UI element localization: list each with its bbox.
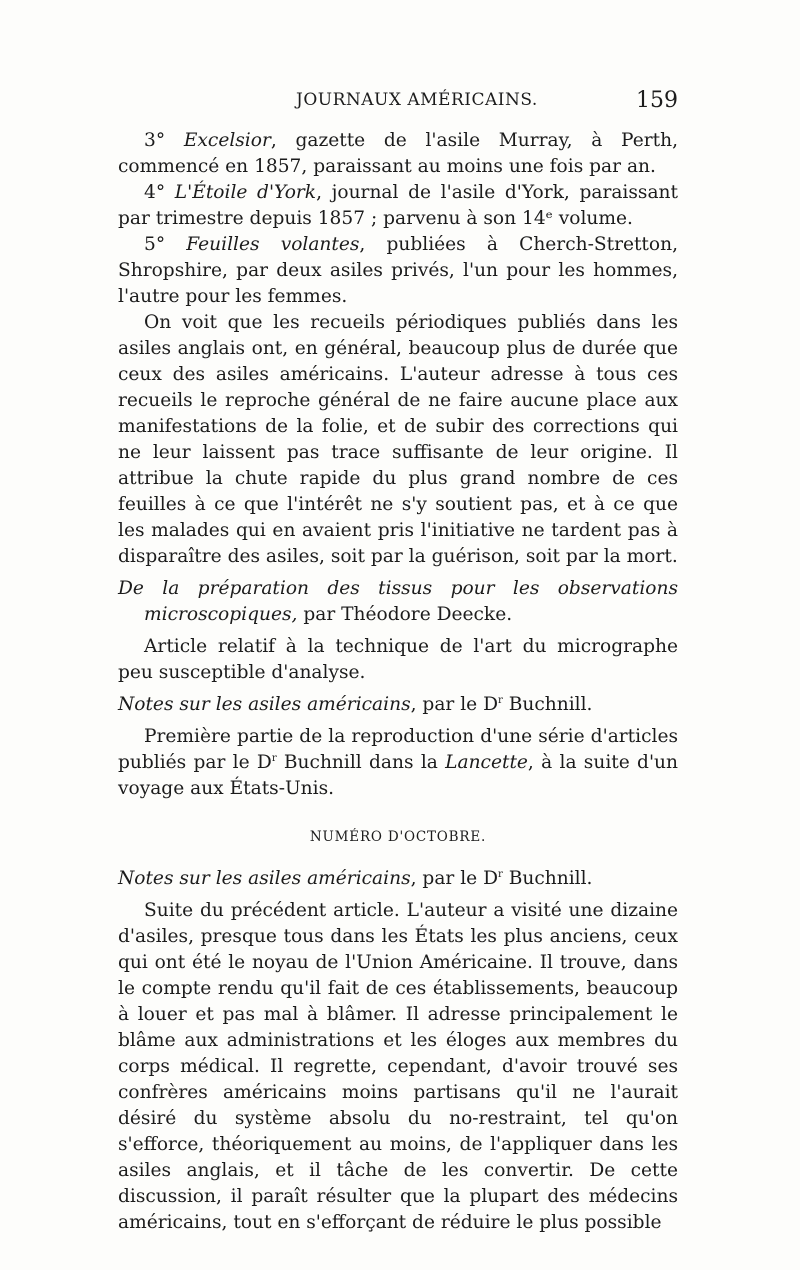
paragraph-recueils: On voit que les recueils périodiques publiés dans les asiles anglais ont, en général, beaucoup plus de durée que ceux des asiles américains. L'auteur adresse à tous ces recueils le reproche général de ne faire aucune place aux manifestations de la folie, et de subir des corrections qui ne leur laissent pas trace suffisante de leur origine. Il attribue la chute rapide du plus grand nombre de ces feuilles à ce que l'intérêt ne s'y soutient pas, et à ce que les malades qui en avaient pris l'initiative ne tardent pas à disparaître des asiles, soit par la guérison, soit par la mort. bbox=[118, 312, 678, 567]
page-number: 159 bbox=[636, 88, 678, 113]
page-body bbox=[118, 128, 678, 1236]
summary-part: Buchnill dans la bbox=[276, 752, 446, 773]
article-entry-notes-asiles bbox=[118, 692, 678, 718]
item-title: L'Étoile d'York bbox=[174, 182, 317, 203]
article-title: Notes sur les asiles américains bbox=[118, 694, 411, 715]
item-text: , gazette de l'asile Murray, à Perth, commencé en 1857, paraissant au moins une fois par an. bbox=[118, 130, 678, 177]
author-title-sup: r bbox=[498, 868, 503, 880]
section-heading: NUMÉRO D'OCTOBRE. bbox=[309, 829, 487, 845]
article-author: Buchnill. bbox=[502, 694, 593, 715]
article-author: par Théodore Deecke. bbox=[303, 604, 513, 625]
list-item-feuilles-volantes bbox=[118, 232, 678, 310]
running-head: JOURNAUX AMÉRICAINS. bbox=[296, 90, 538, 110]
item-text: , publiées à Cherch-Stretton, Shropshire, par deux asiles privés, l'un pour les hommes, l'autre pour les femmes. bbox=[118, 234, 678, 307]
summary-part: Première partie de la reproduction d'une série d'articles publiés par le D bbox=[118, 726, 678, 773]
article-author-prefix: , par le D bbox=[410, 868, 498, 889]
item-text: , journal de l'asile d'York, paraissant par trimestre depuis 1857 ; parvenu à son 14ᵉ volume. bbox=[118, 182, 678, 229]
article-entry-preparation-tissus bbox=[118, 576, 678, 628]
article-title: De la préparation des tissus pour les observations microscopiques, bbox=[118, 578, 678, 625]
journal-title: Lancette bbox=[445, 752, 528, 773]
list-item-excelsior bbox=[118, 128, 678, 180]
item-title: Feuilles volantes bbox=[186, 234, 360, 255]
article-summary: Suite du précédent article. L'auteur a visité une dizaine d'asiles, presque tous dans les États les plus anciens, ceux qui ont été le noyau de l'Union Américaine. Il trouve, dans le compte rendu qu'il fait de ces établissements, beaucoup à louer et pas mal à blâmer. Il adresse principalement le blâme aux administrations et les éloges aux membres du corps médical. Il regrette, cependant, d'avoir trouvé ses confrères américains moins partisans qu'il ne l'aurait désiré du système absolu du no-restraint, tel qu'on s'efforce, théoriquement au moins, de l'appliquer dans les asiles anglais, et il tâche de les convertir. De cette discussion, il paraît résulter que la plupart des médecins américains, tout en s'efforçant de réduire le plus possible bbox=[118, 900, 678, 1233]
author-title-sup: r bbox=[271, 752, 277, 764]
item-number: 4° bbox=[144, 182, 166, 203]
summary-part: , à la suite d'un voyage aux États-Unis. bbox=[118, 752, 679, 799]
author-title-sup: r bbox=[498, 694, 503, 706]
item-number: 3° bbox=[144, 130, 166, 151]
article-author-prefix: , par le D bbox=[410, 694, 498, 715]
item-title: Excelsior bbox=[183, 130, 271, 151]
article-author: Buchnill. bbox=[502, 868, 593, 889]
article-summary bbox=[118, 724, 678, 802]
item-number: 5° bbox=[144, 234, 166, 255]
list-item-etoile-york bbox=[118, 180, 678, 232]
article-title: Notes sur les asiles américains bbox=[118, 868, 411, 889]
page-header bbox=[118, 88, 678, 118]
article-summary: Article relatif à la technique de l'art du micrographe peu susceptible d'analyse. bbox=[118, 636, 678, 683]
article-entry-notes-asiles-suite bbox=[118, 866, 678, 892]
